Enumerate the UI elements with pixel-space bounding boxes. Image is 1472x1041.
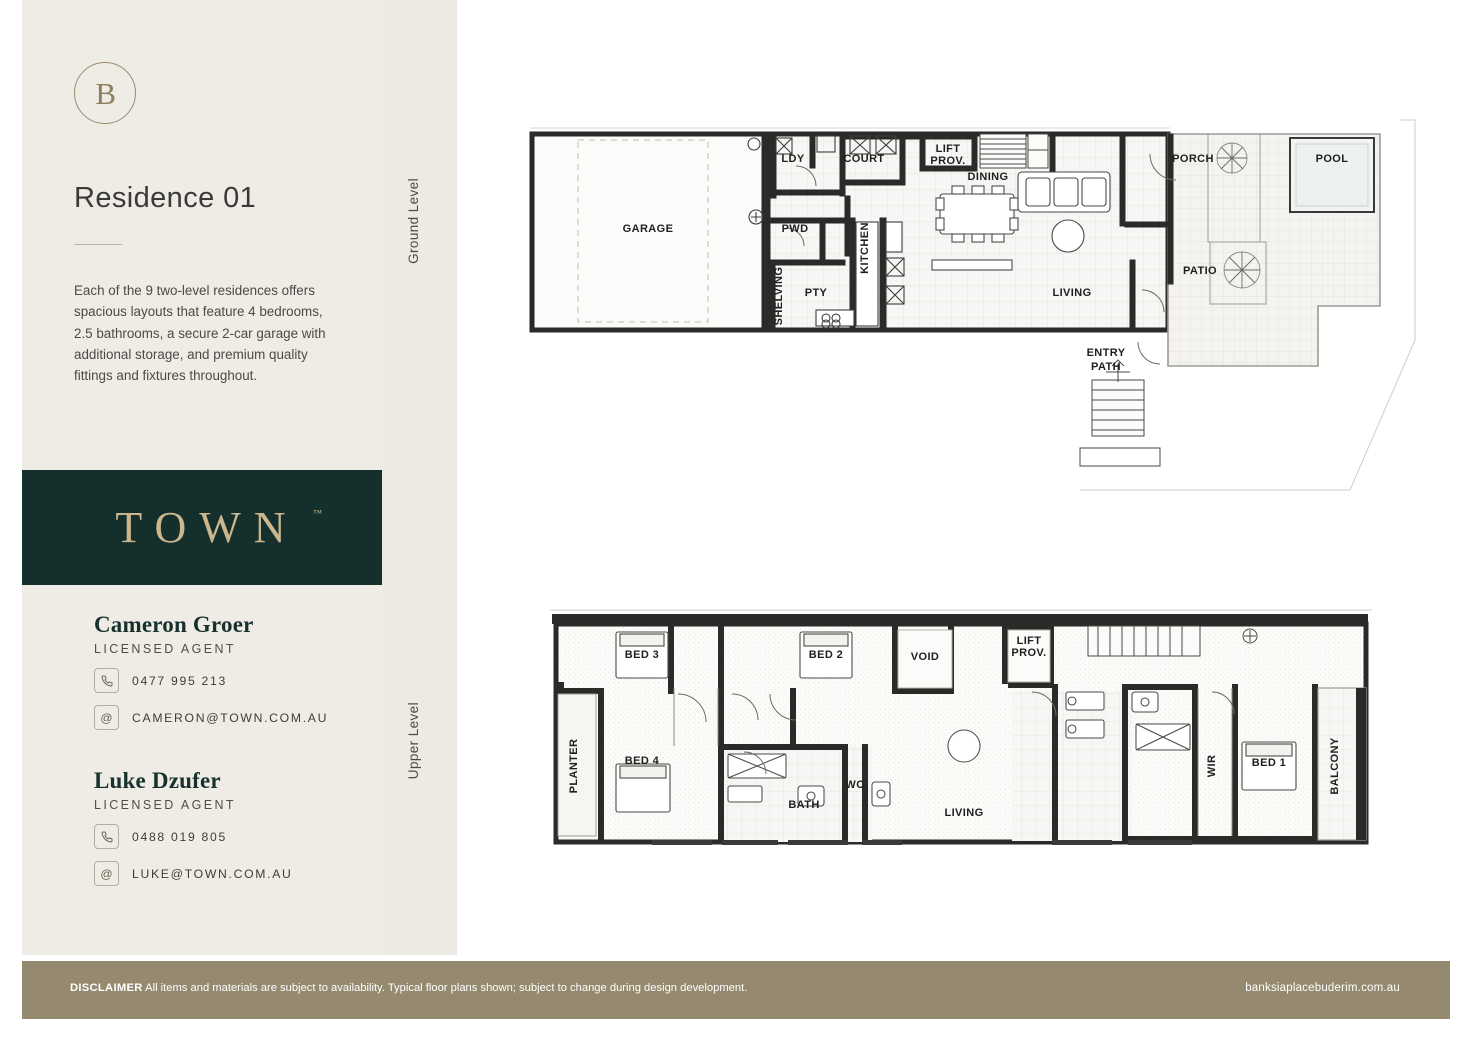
agent-name: Cameron Groer [94, 612, 254, 637]
town-wordmark: TOWN [115, 503, 299, 552]
label-wir: WIR [1206, 754, 1218, 778]
agent-email: CAMERON@TOWN.COM.AU [132, 710, 329, 725]
brand-monogram-circle [74, 62, 136, 124]
agent-phone: 0488 019 805 [132, 829, 227, 844]
label-planter: PLANTER [568, 738, 580, 794]
label-pwd: PWD [781, 223, 809, 235]
label-porch: PORCH [1172, 153, 1214, 165]
agent-phone-row[interactable] [94, 824, 394, 849]
disclaimer-body: All items and materials are subject to availability. Typical floor plans shown; subject to change during design development. [145, 982, 748, 994]
label-lift-prov-2: PROV. [1011, 647, 1047, 659]
label-living: LIVING [944, 807, 984, 819]
agent-email-row[interactable] [94, 861, 394, 886]
label-lift-prov-1: LIFT [1016, 635, 1042, 647]
agent-card-1 [94, 612, 394, 730]
label-court: COURT [843, 153, 885, 165]
label-entry-2: PATH [1091, 361, 1121, 373]
label-bed2: BED 2 [808, 649, 844, 661]
ground-level-label: Ground Level [406, 178, 421, 264]
label-ldy: LDY [781, 153, 805, 165]
label-pool: POOL [1315, 153, 1349, 165]
label-balcony: BALCONY [1329, 737, 1341, 795]
agent-role: LICENSED AGENT [94, 798, 236, 812]
ground-floor-plan [520, 110, 1440, 510]
agent-card-2 [94, 768, 394, 886]
residence-description: Each of the 9 two-level residences offers spacious layouts that feature 4 bedrooms, 2.5 bathrooms, a secure 2-car garage with additional storage, and premium quality fittings and fixtures throughout. [74, 283, 326, 384]
agent-role: LICENSED AGENT [94, 642, 236, 656]
agent-phone-row[interactable] [94, 668, 394, 693]
phone-icon [94, 668, 119, 693]
upper-floor-plan [532, 596, 1432, 886]
label-lift-prov-1: LIFT [935, 143, 961, 155]
label-shelving: SHELVING [773, 266, 785, 326]
label-garage: GARAGE [622, 223, 674, 235]
disclaimer-text [70, 982, 747, 994]
agent-email: LUKE@TOWN.COM.AU [132, 866, 293, 881]
label-patio: PATIO [1183, 265, 1217, 277]
label-bed1: BED 1 [1251, 757, 1287, 769]
label-dining: DINING [967, 171, 1009, 183]
label-bath: BATH [788, 799, 820, 811]
website-url[interactable]: banksiaplacebuderim.com.au [1245, 982, 1400, 994]
at-icon: @ [94, 861, 119, 886]
label-bed4: BED 4 [624, 755, 660, 767]
agent-email-row[interactable] [94, 705, 394, 730]
footer-bar [22, 961, 1450, 1019]
agent-name: Luke Dzufer [94, 768, 221, 793]
upper-level-label: Upper Level [406, 702, 421, 780]
trademark-symbol: ™ [313, 508, 322, 518]
label-kitchen: KITCHEN [859, 222, 871, 274]
label-entry-1: ENTRY [1086, 347, 1126, 359]
brand-monogram-letter: B [95, 76, 117, 111]
at-icon: @ [94, 705, 119, 730]
label-void: VOID [910, 651, 940, 663]
town-logo-band [22, 470, 382, 585]
title-divider [74, 244, 122, 245]
label-wc: WC [845, 779, 865, 791]
label-lift-prov-2: PROV. [930, 155, 966, 167]
page-title: Residence 01 [74, 182, 257, 214]
label-living: LIVING [1052, 287, 1092, 299]
phone-icon [94, 824, 119, 849]
left-info-panel [22, 0, 457, 955]
disclaimer-label: DISCLAIMER [70, 982, 143, 994]
label-bed3: BED 3 [624, 649, 660, 661]
label-pty: PTY [804, 287, 828, 299]
agent-phone: 0477 995 213 [132, 673, 227, 688]
